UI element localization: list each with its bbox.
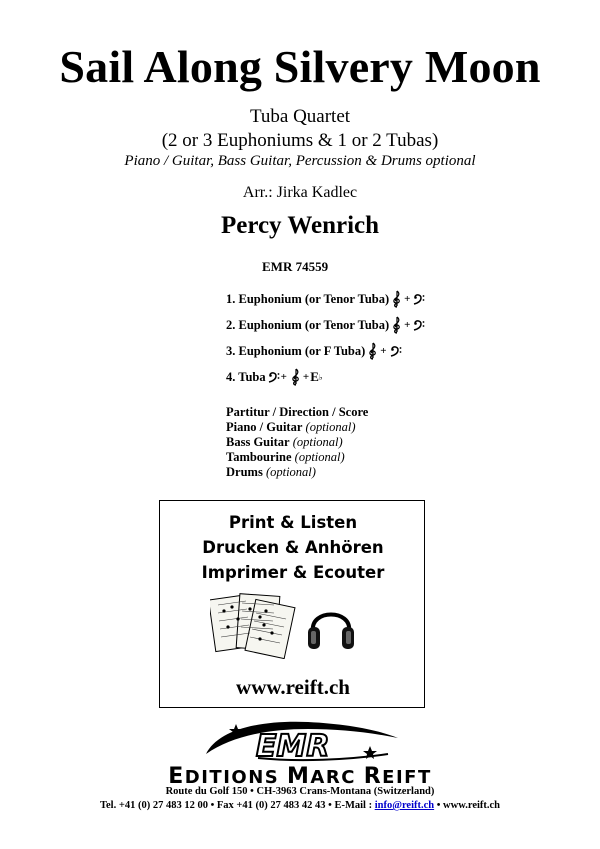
part-1 (226, 290, 425, 308)
treble-clef-icon (391, 316, 403, 334)
optional-instruments: Piano / Guitar, Bass Guitar, Percussion & Drums optional (124, 153, 476, 169)
catalog-number: EMR 74559 (262, 259, 329, 274)
eb-label: E (310, 369, 319, 384)
plus-sign: + (380, 345, 387, 357)
part-label: 3. Euphonium (or F Tuba) (226, 343, 366, 358)
composer: Percy Wenrich (220, 212, 380, 239)
treble-clef-icon (367, 342, 379, 360)
plus-sign: + (404, 319, 411, 331)
promo-box (159, 500, 425, 708)
bass-clef-icon (413, 319, 425, 331)
publisher-address: Route du Golf 150 • CH-3963 Crans-Montana (Switzerland) (165, 786, 435, 797)
part-label: 1. Euphonium (or Tenor Tuba) (226, 291, 390, 306)
promo-line-print: Print & Listen (228, 513, 358, 532)
part-4 (226, 368, 323, 386)
plus-sign: + (404, 293, 411, 305)
part-label: 4. Tuba (226, 369, 266, 384)
emr-logo (198, 716, 408, 771)
bass-clef-icon (268, 371, 280, 383)
publisher-name: EDITIONS MARC REIFT (168, 764, 432, 789)
flat-sign: ♭ (318, 372, 323, 382)
arranger: Arr.: Jirka Kadlec (242, 184, 358, 201)
instrumentation: (2 or 3 Euphoniums & 1 or 2 Tubas) (161, 130, 439, 151)
part-3 (226, 342, 402, 360)
email-link[interactable]: info@reift.ch (374, 800, 435, 811)
plus-sign: + (302, 371, 310, 383)
plus-sign: + (280, 371, 287, 383)
list-item: Tambourine (optional) (226, 450, 345, 464)
page-title: Sail Along Silvery Moon (59, 41, 541, 92)
subtitle: Tuba Quartet (249, 106, 351, 127)
promo-line-imprimer: Imprimer & Ecouter (201, 563, 385, 582)
publisher-contact: Tel. +41 (0) 27 483 12 00 • Fax +41 (0) 27 483 42 43 • E-Mail : info@reift.ch • www.reift.ch (99, 800, 501, 811)
list-item: Drums (optional) (226, 465, 316, 479)
headphones-icon (306, 599, 356, 660)
promo-url[interactable]: www.reift.ch (236, 675, 350, 699)
part-2 (226, 316, 425, 334)
list-item: Piano / Guitar (optional) (226, 420, 356, 434)
treble-clef-icon (290, 368, 302, 386)
promo-line-drucken: Drucken & Anhören (202, 538, 384, 557)
part-label: 2. Euphonium (or Tenor Tuba) (226, 317, 390, 332)
sheet-music-icon (210, 591, 296, 664)
list-item: Bass Guitar (optional) (226, 435, 343, 449)
logo-text: EMR (256, 729, 330, 764)
bass-clef-icon (413, 293, 425, 305)
score-list (226, 405, 368, 480)
list-item: Partitur / Direction / Score (226, 405, 369, 419)
bass-clef-icon (390, 345, 402, 357)
treble-clef-icon (391, 290, 403, 308)
